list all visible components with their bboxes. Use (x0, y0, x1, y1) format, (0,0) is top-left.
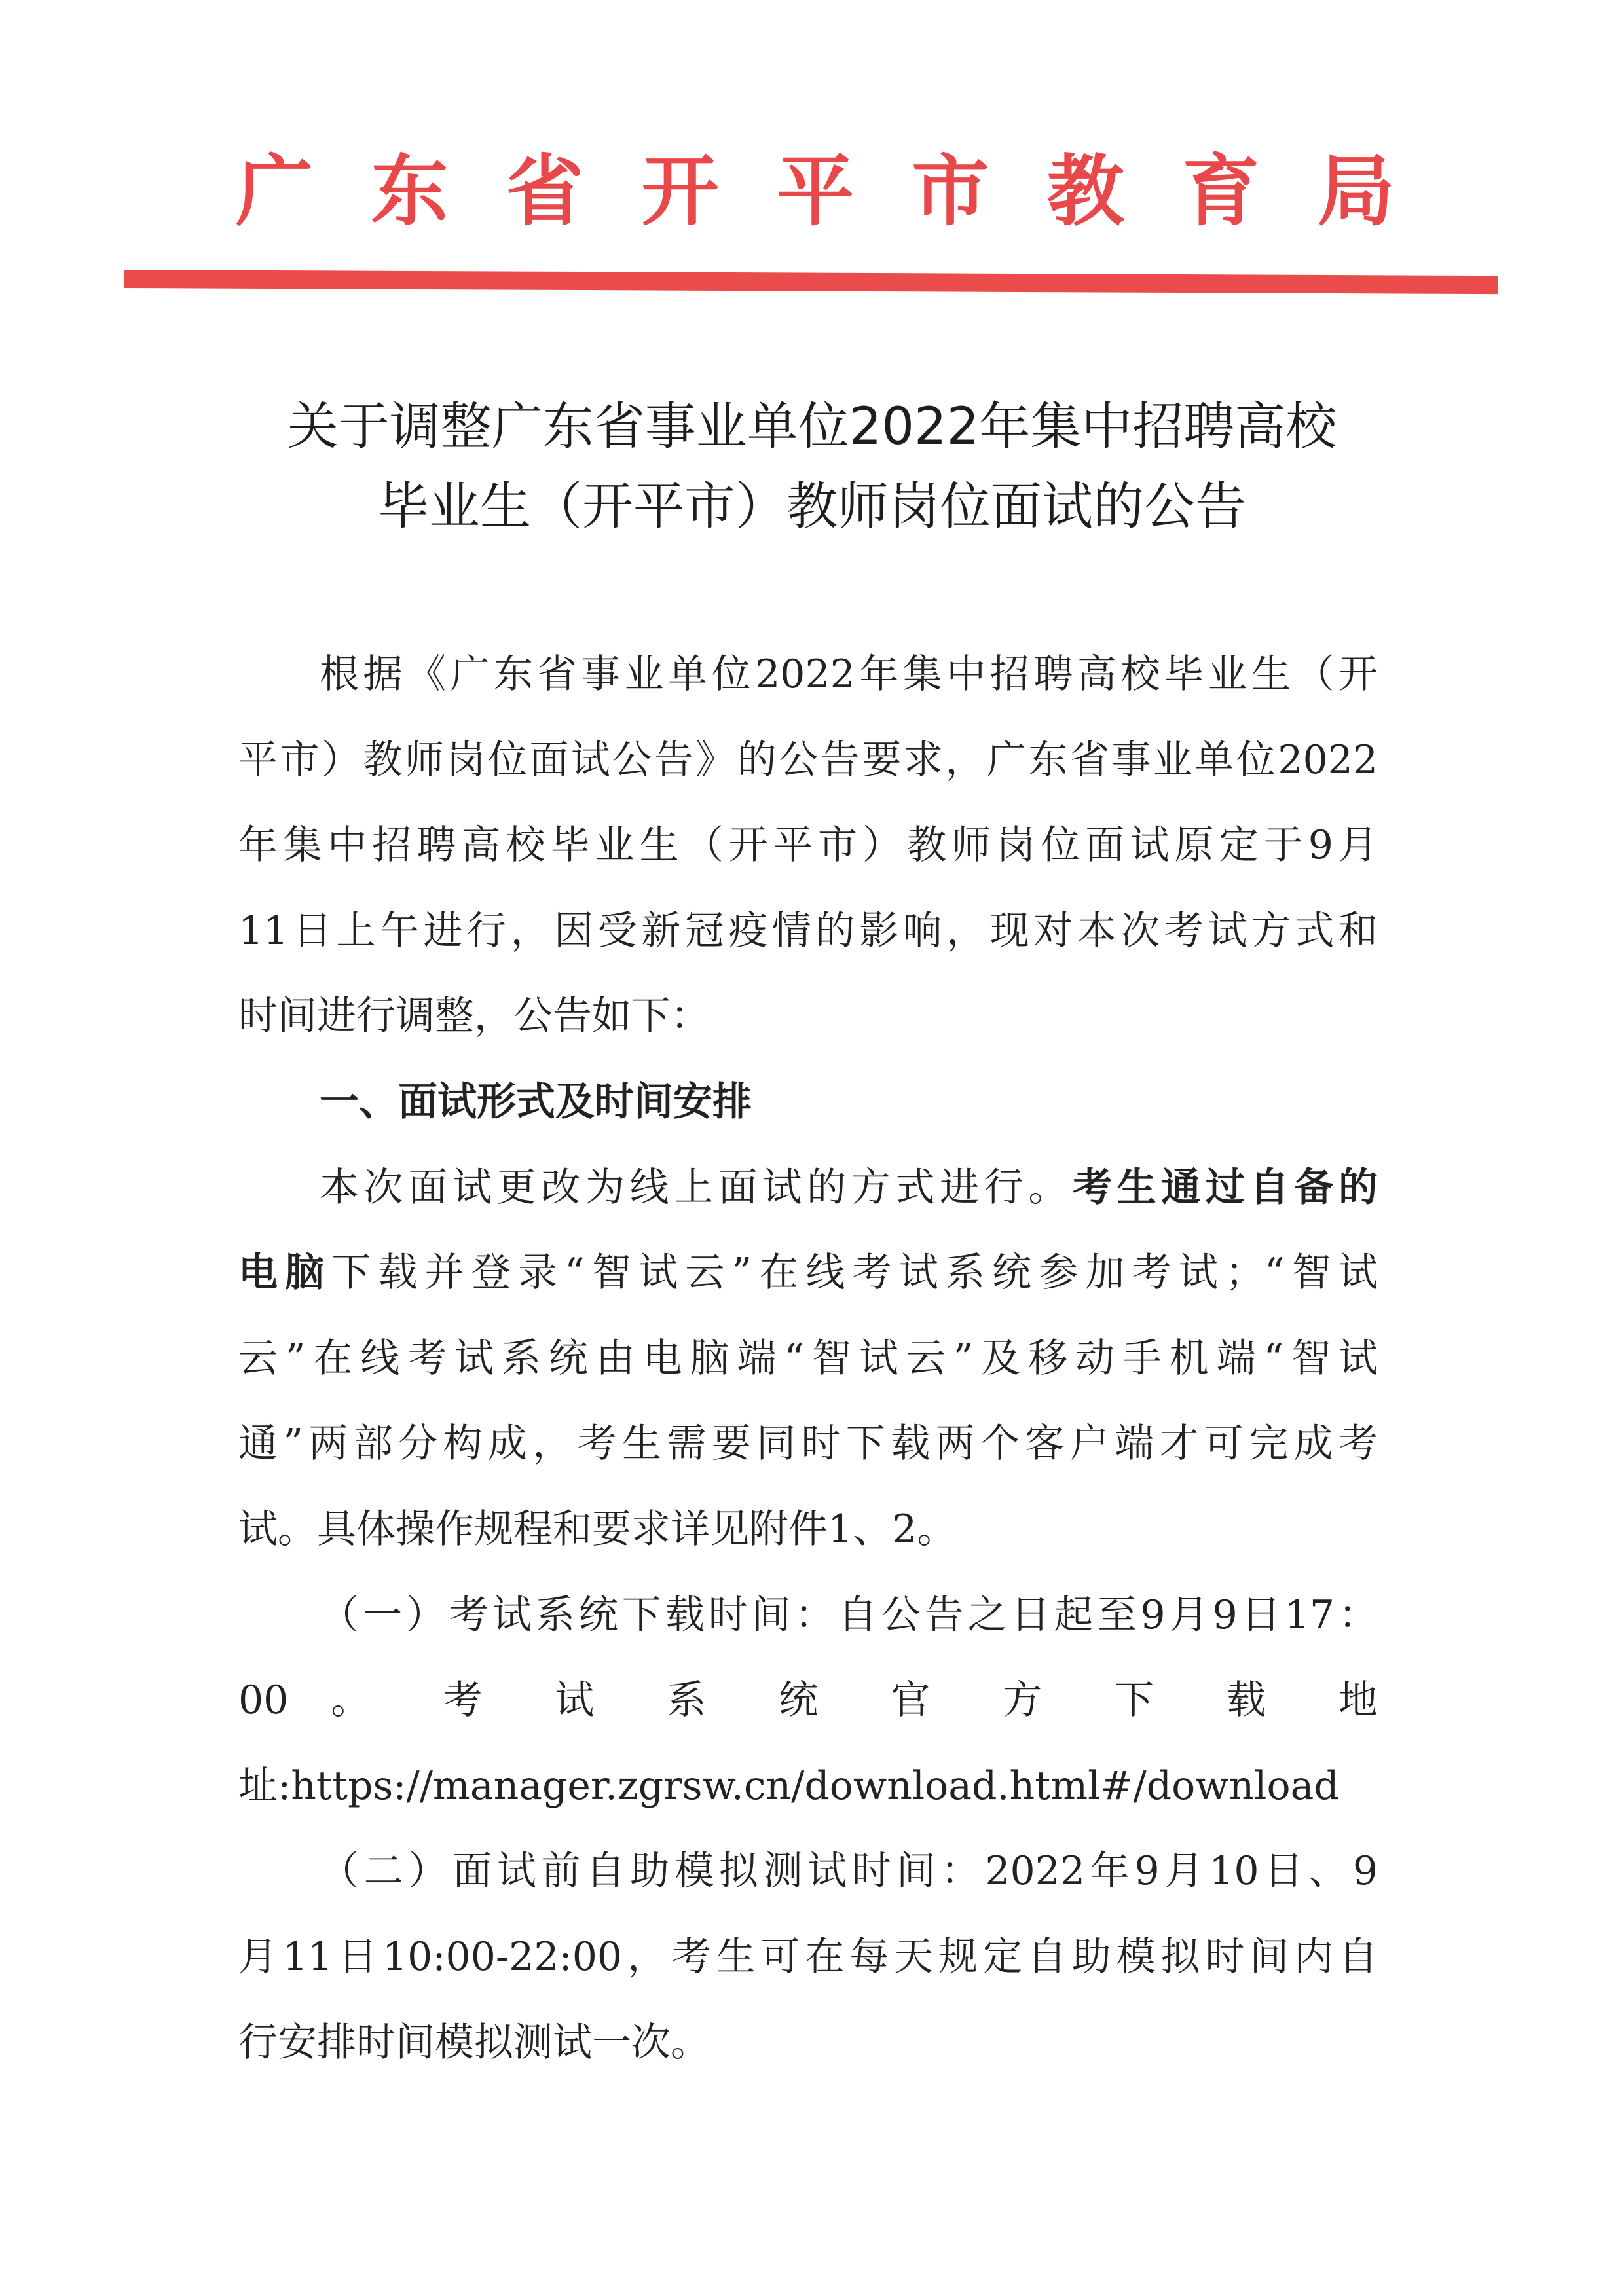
paragraph-1-line: 时间进行调整，公告如下： (238, 993, 710, 1040)
bold-emphasis-text: 考生通过自备的 (1073, 1164, 1378, 1211)
normal-text: 下载并登录“智试云”在线考试系统参加考试；“智试 (331, 1250, 1378, 1296)
subsection-label: （一）考试系统下载时间： (320, 1592, 838, 1638)
subsection-value: 自公告之日起至9月9日17： (838, 1592, 1378, 1638)
paragraph-2-line (238, 1230, 1378, 1316)
subsection-1-line (238, 1573, 1378, 1658)
org-char: 开 (641, 145, 719, 236)
paragraph-1-line: 平市）教师岗位面试公告》的公告要求，广东省事业单位2022 (238, 737, 1378, 783)
paragraph-2-line: 云”在线考试系统由电脑端“智试云”及移动手机端“智试 (238, 1335, 1378, 1381)
org-char: 广 (236, 145, 314, 236)
org-char: 育 (1182, 145, 1260, 236)
subsection-1-line: 00 。 考 试 系 统 官 方 下 载 地 (238, 1677, 1378, 1724)
org-char: 省 (506, 145, 583, 236)
subsection-2-line: 月11日10:00-22:00，考生可在每天规定自助模拟时间内自 (238, 1933, 1378, 1980)
org-char: 局 (1317, 145, 1395, 236)
subsection-value: 2022年9月10日、9 (985, 1848, 1378, 1895)
org-char: 教 (1046, 145, 1124, 236)
paragraph-1-line: 年集中招聘高校毕业生（开平市）教师岗位面试原定于9月 (238, 822, 1378, 869)
document-body (238, 632, 1378, 2085)
bold-emphasis-text: 电脑 (238, 1250, 332, 1296)
red-header-divider (124, 270, 1498, 294)
issuing-organization-header (236, 145, 1395, 237)
paragraph-2-line: 试。具体操作规程和要求详见附件1、2。 (238, 1506, 957, 1552)
paragraph-1-line: 根据《广东省事业单位2022年集中招聘高校毕业生（开 (320, 651, 1378, 697)
document-title-line-2: 毕业生（开平市）教师岗位面试的公告 (377, 477, 1246, 536)
org-char: 平 (776, 145, 854, 236)
document-title-line-1: 关于调整广东省事业单位2022年集中招聘高校 (287, 397, 1337, 456)
paragraph-1-line: 11日上午进行，因受新冠疫情的影响，现对本次考试方式和 (238, 907, 1378, 954)
paragraph-2-line (238, 1145, 1378, 1231)
section-heading-1: 一、面试形式及时间安排 (320, 1078, 752, 1125)
org-char: 东 (371, 145, 449, 236)
subsection-2-line: 行安排时间模拟测试一次。 (238, 2019, 710, 2066)
download-url-line: 址:https://manager.zgrsw.cn/download.html#/download (238, 1762, 1339, 1809)
org-char: 市 (912, 145, 989, 236)
normal-text: 本次面试更改为线上面试的方式进行。 (320, 1164, 1073, 1211)
subsection-label: （二）面试前自助模拟测试时间： (320, 1848, 986, 1895)
paragraph-2-line: 通”两部分构成，考生需要同时下载两个客户端才可完成考 (238, 1421, 1378, 1467)
subsection-2-line (238, 1829, 1378, 1914)
